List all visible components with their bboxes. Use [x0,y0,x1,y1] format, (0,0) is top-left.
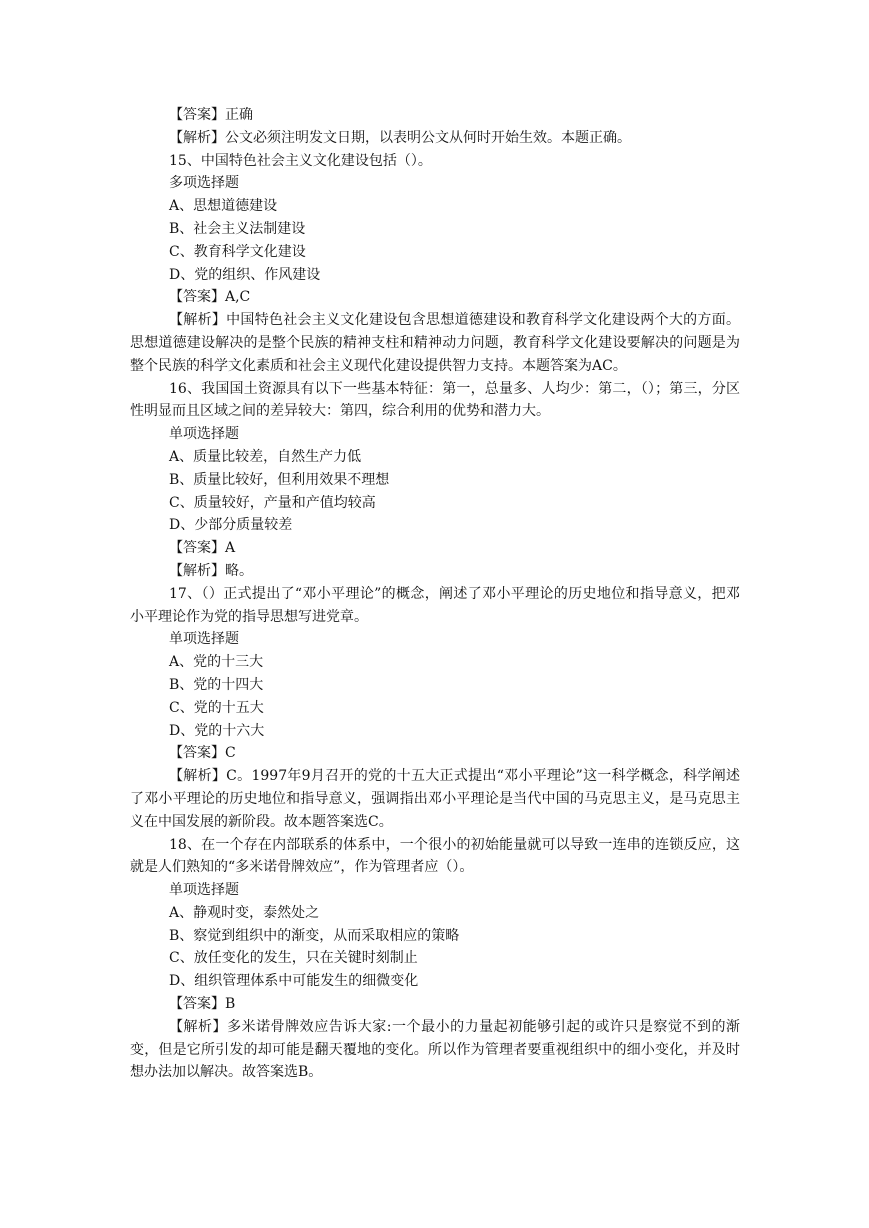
q15-option-a: A、思想道德建设 [169,198,278,215]
q17-option-d: D、党的十六大 [169,722,265,739]
q17-option-c: C、党的十五大 [169,699,264,716]
q15-option-b: B、社会主义法制建设 [169,220,306,237]
q16-explanation: 【解析】略。 [169,562,253,579]
q15-answer: 【答案】A,C [169,289,251,306]
q15-stem: 15、中国特色社会主义文化建设包括（）。 [169,152,432,169]
q18-type: 单项选择题 [169,882,239,899]
q16-stem: 16、我国国土资源具有以下一些基本特征：第一，总量多、人均少：第二，（）；第三，分区性明显而且区域之间的差异较大：第四，综合利用的优势和潜力大。 [130,380,740,420]
q18-option-a: A、静观时变，泰然处之 [169,904,320,921]
q18-explanation: 【解析】多米诺骨牌效应告诉大家:一个最小的力量起初能够引起的或许只是察觉不到的渐变，但是它所引发的却可能是翻天覆地的变化。所以作为管理者要重视组织中的细小变化，并及时想办法加以解决。故答案选B。 [130,1018,740,1081]
q16-option-a: A、质量比较差，自然生产力低 [169,448,362,465]
q15-option-c: C、教育科学文化建设 [169,243,306,260]
document-content [130,104,740,1084]
q18-stem: 18、在一个存在内部联系的体系中，一个很小的初始能量就可以导致一连串的连锁反应，这就是人们熟知的“多米诺骨牌效应”，作为管理者应（）。 [130,836,740,876]
q17-option-a: A、党的十三大 [169,654,264,671]
q18-option-d: D、组织管理体系中可能发生的细微变化 [169,973,419,990]
q16-option-d: D、少部分质量较差 [169,517,293,534]
q14-explanation: 【解析】公文必须注明发文日期，以表明公文从何时开始生效。本题正确。 [169,129,631,146]
q16-answer: 【答案】A [169,540,236,557]
q16-option-c: C、质量较好，产量和产值均较高 [169,494,376,511]
q17-option-b: B、党的十四大 [169,676,264,693]
q16-type: 单项选择题 [169,426,239,443]
q17-type: 单项选择题 [169,631,239,648]
q15-type: 多项选择题 [169,175,239,192]
q15-option-d: D、党的组织、作风建设 [169,266,321,283]
q18-answer: 【答案】B [169,996,236,1013]
q17-explanation: 【解析】C。1997年9月召开的党的十五大正式提出“邓小平理论”这一科学概念，科学阐述了邓小平理论的历史地位和指导意义，强调指出邓小平理论是当代中国的马克思主义，是马克思主义在中国发展的新阶段。故本题答案选C。 [130,768,740,830]
q17-stem: 17、（）正式提出了“邓小平理论”的概念，阐述了邓小平理论的历史地位和指导意义，把邓小平理论作为党的指导思想写进党章。 [130,585,740,625]
q15-explanation: 【解析】中国特色社会主义文化建设包含思想道德建设和教育科学文化建设两个大的方面。思想道德建设解决的是整个民族的精神支柱和精神动力问题，教育科学文化建设要解决的问题是为整个民族的科学文化素质和社会主义现代化建设提供智力支持。本题答案为AC。 [130,312,740,374]
q18-option-c: C、放任变化的发生，只在关键时刻制止 [169,950,418,967]
q14-answer: 【答案】正确 [169,107,253,123]
q17-answer: 【答案】C [169,745,236,762]
q18-option-b: B、察觉到组织中的渐变，从而采取相应的策略 [169,927,460,944]
q16-option-b: B、质量比较好，但利用效果不理想 [169,471,390,488]
